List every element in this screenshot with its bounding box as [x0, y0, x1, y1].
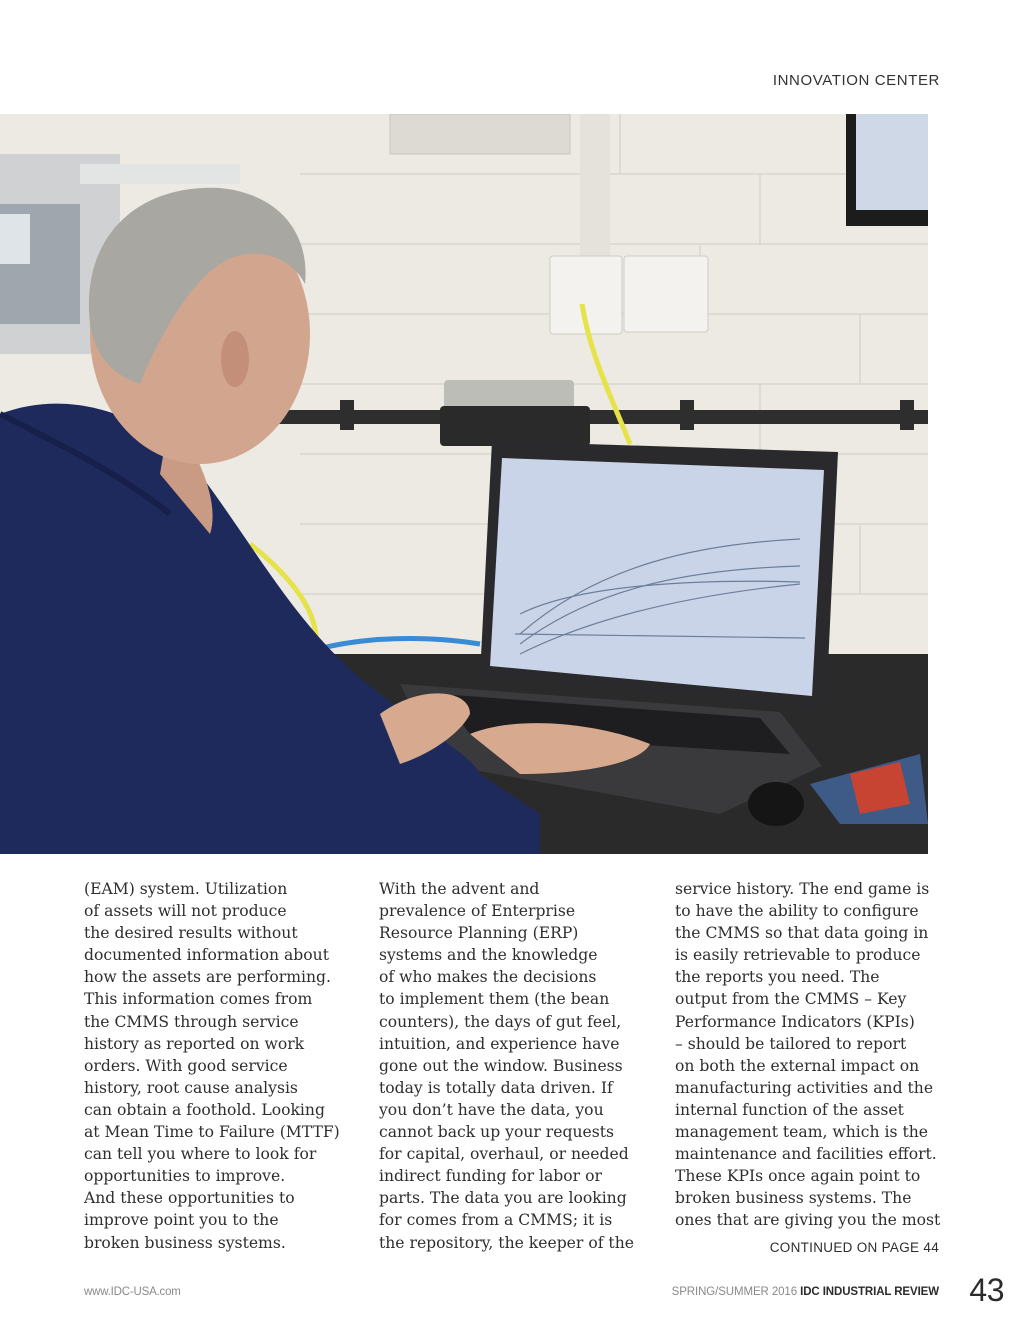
article-photo: [0, 114, 928, 854]
photo-illustration: [0, 114, 928, 854]
page-number: 43: [969, 1272, 1004, 1308]
column-3-text: service history. The end game is to have the ability to configure the CMMS so that data going in is easily retrievable to produce the reports you need. The output from the CMMS – Key Performance Indicators (KPIs) – should be tailored to report on both the external impact on manufacturing activities and the internal function of the asset management team, which is the maintenance and facilities effort. These KPIs once again point to broken business systems. The ones that are giving you the most: [675, 880, 941, 1230]
footer-url: www.IDC-USA.com: [84, 1286, 181, 1298]
column-2-text: With the advent and prevalence of Enterprise Resource Planning (ERP) systems and the knowledge of who makes the decisions to implement them (the bean counters), the days of gut feel, intuition, and experience have gone out the window. Business today is totally data driven. If you don’t have the data, you cannot back up your requests for capital, overhaul, or needed indirect funding for labor or parts. The data you are looking for comes from a CMMS; it is the repository, the keeper of the: [379, 880, 634, 1252]
section-label: INNOVATION CENTER: [772, 72, 940, 89]
continued-note: CONTINUED ON PAGE 44: [769, 1240, 939, 1255]
column-1-text: (EAM) system. Utilization of assets will not produce the desired results without documented information about how the assets are performing. This information comes from the CMMS through service history as reported on work orders. With good service history, root cause analysis can obtain a foothold. Looking at Mean Time to Failure (MTTF) can tell you where to look for opportunities to improve. And these opportunities to improve point you to the broken business systems.: [84, 880, 340, 1252]
article-column-3: [675, 878, 943, 1232]
article-column-2: [379, 878, 647, 1254]
footer-issue: [672, 1286, 939, 1298]
footer-issue-date: SPRING/SUMMER 2016: [671, 1286, 797, 1298]
article-column-1: [84, 878, 352, 1254]
footer-publication: IDC INDUSTRIAL REVIEW: [800, 1286, 939, 1298]
